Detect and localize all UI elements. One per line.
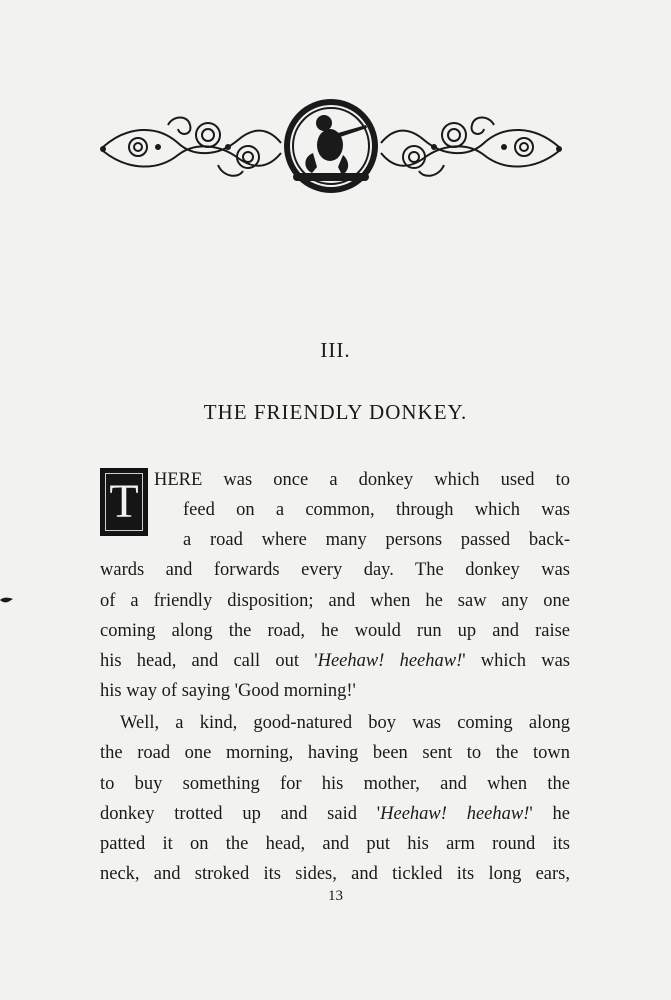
drop-cap-letter: T bbox=[109, 475, 139, 528]
text-line: of a friendly disposition; and when he saw any one bbox=[100, 591, 570, 611]
text-line: to buy something for his mother, and when the bbox=[100, 774, 570, 794]
floral-cherub-headpiece-icon bbox=[98, 95, 564, 195]
text-line: neck, and stroked its sides, and tickled its long ears, bbox=[100, 864, 570, 884]
donkey-call: Heehaw! heehaw! bbox=[380, 804, 530, 824]
ornamental-letter-icon bbox=[100, 468, 148, 536]
text-line: feed on a common, through which was bbox=[183, 500, 570, 520]
text-line: Well, a kind, good-natured boy was coming along bbox=[120, 713, 570, 733]
text-line: donkey trotted up and said 'Heehaw! heehaw!' he bbox=[100, 804, 570, 824]
text-line: HERE was once a donkey which used to bbox=[154, 470, 570, 490]
text-line: coming along the road, he would run up and raise bbox=[100, 621, 570, 641]
chapter-title: THE FRIENDLY DONKEY. bbox=[203, 400, 468, 424]
text-line: the road one morning, having been sent to the town bbox=[100, 743, 570, 763]
text-line: wards and forwards every day. The donkey was bbox=[100, 560, 570, 580]
donkey-call: Heehaw! heehaw! bbox=[317, 651, 463, 671]
text-line: patted it on the head, and put his arm round its bbox=[100, 834, 570, 854]
text-line: his way of saying 'Good morning!' bbox=[100, 681, 356, 701]
chapter-number: III. bbox=[320, 338, 351, 362]
text-line: a road where many persons passed back- bbox=[183, 530, 570, 550]
text-line: his head, and call out 'Heehaw! heehaw!' which was bbox=[100, 651, 570, 671]
margin-mark-icon bbox=[0, 596, 14, 604]
page-number: 13 bbox=[328, 888, 343, 904]
